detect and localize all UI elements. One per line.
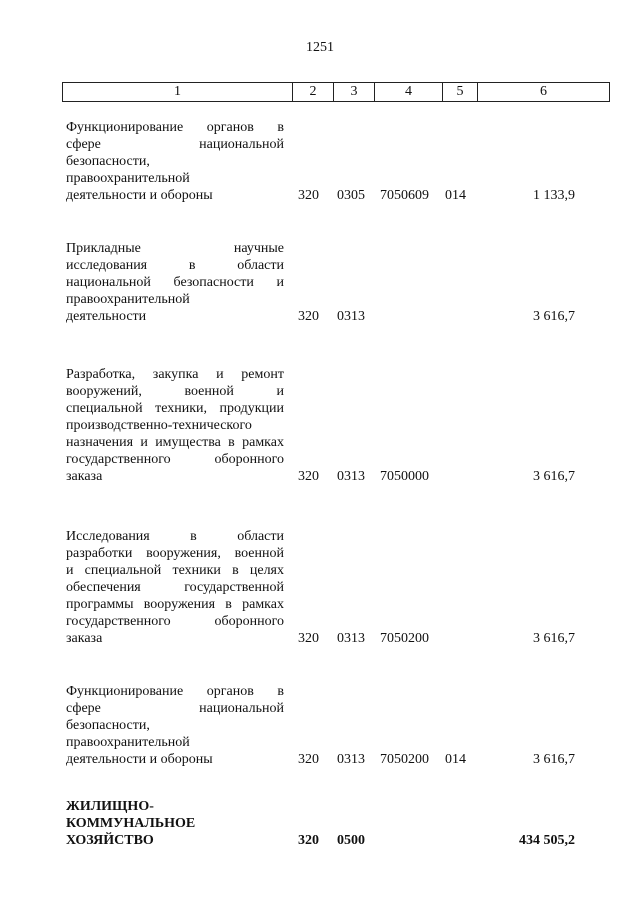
cell-col4: 7050200 (380, 752, 429, 767)
cell-col5: 014 (445, 188, 466, 203)
cell-col3: 0500 (337, 833, 365, 848)
cell-col6: 3 616,7 (533, 469, 575, 484)
row-name-line: исследования в области (66, 258, 284, 273)
row-name (66, 119, 284, 204)
row-name (66, 683, 284, 768)
cell-col3: 0313 (337, 469, 365, 484)
row-name-line: назначения и имущества в рамках (66, 435, 284, 450)
cell-col2: 320 (298, 752, 319, 767)
row-name-line: и специальной техники в целях (66, 563, 284, 578)
row-name-line: деятельности и обороны (66, 188, 213, 203)
row-name-line: деятельности и обороны (66, 752, 213, 767)
cell-col3: 0313 (337, 752, 365, 767)
section-title (66, 798, 284, 849)
row-name (66, 528, 284, 647)
cell-col6: 1 133,9 (533, 188, 575, 203)
cell-col2: 320 (298, 469, 319, 484)
cell-col2: 320 (298, 309, 319, 324)
row-name-line: вооружений, военной и (66, 384, 284, 399)
cell-col2: 320 (298, 188, 319, 203)
row-name-line: Исследования в области (66, 529, 284, 544)
row-name-line: безопасности, (66, 154, 150, 169)
column-header-table (62, 82, 610, 102)
cell-col6: 3 616,7 (533, 631, 575, 646)
row-name-line: национальной безопасности и (66, 275, 284, 290)
row-name-line: государственного оборонного (66, 452, 284, 467)
row-name-line: Разработка, закупка и ремонт (66, 367, 284, 382)
row-name-line: заказа (66, 631, 103, 646)
cell-col3: 0313 (337, 309, 365, 324)
row-name-line: ХОЗЯЙСТВО (66, 833, 154, 848)
cell-col3: 0313 (337, 631, 365, 646)
cell-col5: 014 (445, 752, 466, 767)
column-header-6: 6 (478, 83, 610, 102)
row-name-line: обеспечения государственной (66, 580, 284, 595)
row-name-line: правоохранительной (66, 292, 190, 307)
column-header-5: 5 (443, 83, 478, 102)
row-name-line: сфере национальной (66, 701, 284, 716)
cell-col6: 434 505,2 (519, 833, 575, 848)
cell-col6: 3 616,7 (533, 752, 575, 767)
row-name-line: Прикладные научные (66, 241, 284, 256)
column-header-2: 2 (293, 83, 334, 102)
row-name-line: правоохранительной (66, 735, 190, 750)
cell-col4: 7050000 (380, 469, 429, 484)
row-name-line: программы вооружения в рамках (66, 597, 284, 612)
column-header-1: 1 (63, 83, 293, 102)
cell-col2: 320 (298, 631, 319, 646)
row-name-line: разработки вооружения, военной (66, 546, 284, 561)
row-name (66, 240, 284, 325)
row-name-line: Функционирование органов в (66, 684, 284, 699)
row-name-line: безопасности, (66, 718, 150, 733)
row-name-line: КОММУНАЛЬНОЕ (66, 816, 196, 831)
row-name-line: заказа (66, 469, 103, 484)
cell-col4: 7050200 (380, 631, 429, 646)
row-name-line: деятельности (66, 309, 147, 324)
column-header-4: 4 (375, 83, 443, 102)
row-name-line: правоохранительной (66, 171, 190, 186)
column-header-row (63, 83, 610, 102)
row-name-line: государственного оборонного (66, 614, 284, 629)
page-number: 1251 (306, 40, 334, 55)
cell-col3: 0305 (337, 188, 365, 203)
row-name-line: специальной техники, продукции (66, 401, 284, 416)
row-name-line: ЖИЛИЩНО- (66, 799, 154, 814)
row-name-line: производственно-технического (66, 418, 252, 433)
row-name (66, 366, 284, 485)
cell-col6: 3 616,7 (533, 309, 575, 324)
cell-col2: 320 (298, 833, 319, 848)
row-name-line: Функционирование органов в (66, 120, 284, 135)
column-header-3: 3 (334, 83, 375, 102)
cell-col4: 7050609 (380, 188, 429, 203)
row-name-line: сфере национальной (66, 137, 284, 152)
